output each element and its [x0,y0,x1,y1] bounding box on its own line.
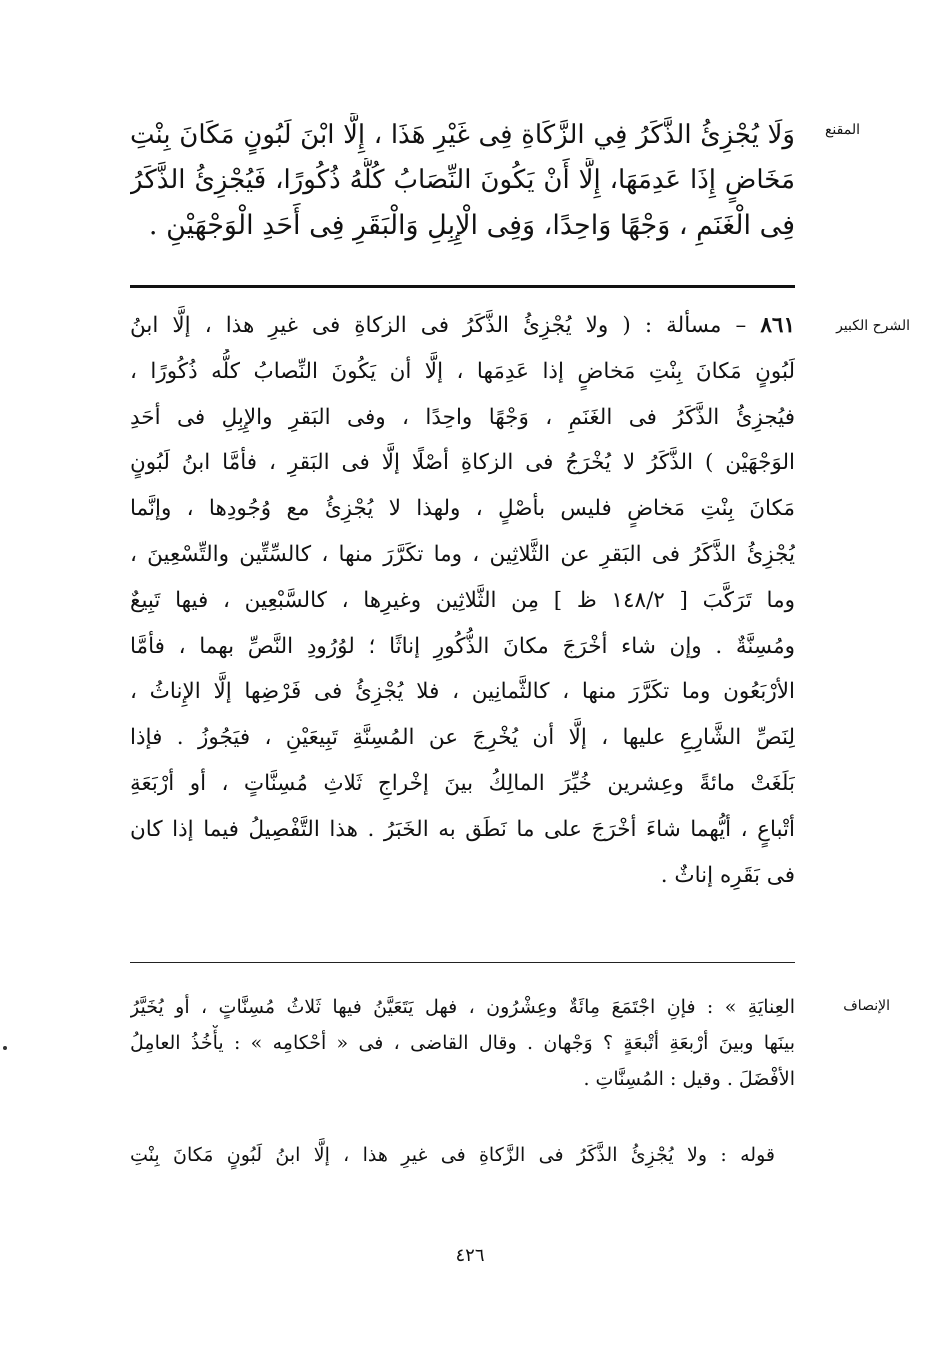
muqni-text [130,113,795,248]
sharh-line: فيُجزِئُ الذَّكَرُ فى الغَنَمِ ، وَجْهًا واحِدًا ، وفى البَقرِ والإِبِلِ فى أحَدِ [130,404,795,430]
sharh-line: ومُسِنَّةٌ . وإن شاء أخْرَجَ مكانَ الذُّكُورِ إناثًا ؛ لوُرُودِ النَّصِّ بهما ، فأمَّا [130,633,795,659]
sharh-line: وما تَرَكَّبَ [ ١٤٨/٢ ظ ] مِن الثَّلاثِين وغيرِها ، كالسَّبْعِين ، فيها تَبِيعٌ [130,587,795,613]
issue-number: ٨٦١ [760,313,795,338]
sharh-line: فى بَقَرِه إناثٌ . [660,862,795,888]
insaf-text [130,989,795,1097]
qawluh-text [130,1137,775,1173]
muqni-line: مَخَاضٍ إِذَا عَدِمَهَا، إِلَّا أَنْ يَكُونَ النِّصَابُ كُلُّهُ ذُكُورًا، فَيُجْزِئُ الذَّكَرُ [130,165,795,195]
insaf-label: الإنصاف [843,998,890,1014]
sharh-first-text: – مسألة : ( ولا يُجْزِئُ الذَّكَرُ فى الزكاةِ فى غيرِ هذا ، إلَّا ابنُ [130,313,747,338]
sharh-line: مَكانَ بِنْتِ مَخاضٍ فليس بأصْلٍ ، ولهذا لا يُجْزِئُ مع وُجُودِها ، وإنَّما [130,496,795,522]
insaf-line: العِنايَةِ » : فإنِ اجْتَمَعَ مِائَةٌ وعِشْرُون ، فهل يَتَعَيَّنُ فيها ثَلاثُ مُسِنَّاتٍ ، أو يُخَيَّرُ [130,996,795,1018]
sharh-line: أتْباعٍ ، أيُّهما شاءَ أخْرَجَ على ما نَطَق به الخَبَرُ . هذا التَّفْصِيلُ فيما إذا كان [130,816,795,842]
footnote-divider [130,962,795,963]
qawluh-line: قوله : ولا يُجْزِئُ الذَّكَرُ فى الزَّكاةِ فى غيرِ هذا ، إلَّا ابنُ لَبُونٍ مَكانَ بِنْتِ [130,1144,775,1166]
insaf-line: الأفْضَلَ . وقيل : المُسِنَّاتِ . [583,1068,795,1090]
muqni-line: وَلَا يُجْزِئُ الذَّكَرُ فِي الزَّكَاةِ فِى غَيْرِ هَذَا ، إِلَّا ابْنَ لَبُونٍ مَكَانَ بِنْتِ [130,120,795,150]
insaf-line: بينَها وبينَ أرْبعَةِ أتْبعَةٍ ؟ وَجْهان . وقال القاضى ، فى « أحْكامِه » : يأْخُذُ العامِلُ [130,1032,795,1054]
scan-speck [3,1046,7,1050]
sharh-line-first [130,303,795,349]
page-number: ٤٢٦ [455,1245,485,1266]
sharh-line: لِنَصِّ الشَّارِعِ عليها ، إلَّا أن يُخْرِجَ عن المُسِنَّةِ تَبِيعَيْنِ ، فيَجُوزُ . فإذا [130,725,795,751]
sharh-text [130,303,795,898]
sharh-line: الوَجْهَيْن ) الذَّكَرُ لا يُخْرَجُ فى الزكاةِ أصْلًا إلَّا فى البَقرِ ، فأمَّا ابنُ لَبُونٍ [130,450,795,476]
muqni-line: فِى الْغَنَمِ ، وَجْهًا وَاحِدًا، وَفِى الْإِبِلِ وَالْبَقَرِ فِى أَحَدِ الْوَجْهَيْنِ . [148,210,795,241]
section-divider [130,285,795,288]
sharh-line: الأرْبَعُون وما تكَرَّرَ منها ، كالثَّمانِين ، فلا يُجْزِئُ فى فَرْضِها إلَّا الإِناثُ ، [130,679,795,705]
sharh-line: بَلَغَتْ مائةً وعِشرين خُيِّرَ المالِكُ بينَ إخْراجِ ثَلاثِ مُسِنَّاتٍ ، أو أرْبَعَةِ [130,770,795,796]
sharh-line: لَبُونٍ مَكانَ بِنْتِ مَخاضٍ إذا عَدِمَها ، إلَّا أن يَكُونَ النِّصابُ كلُّه ذُكُورًا ، [130,358,795,384]
sharh-line: يُجْزِئُ الذَّكَرُ فى البَقرِ عن الثَّلاثِين ، وما تكَرَّرَ منها ، كالسِّتِّين والتِّسْعِينَ ، [130,541,795,567]
sharh-label: الشرح الكبير [836,318,910,334]
muqni-label: المقنع [824,122,860,138]
